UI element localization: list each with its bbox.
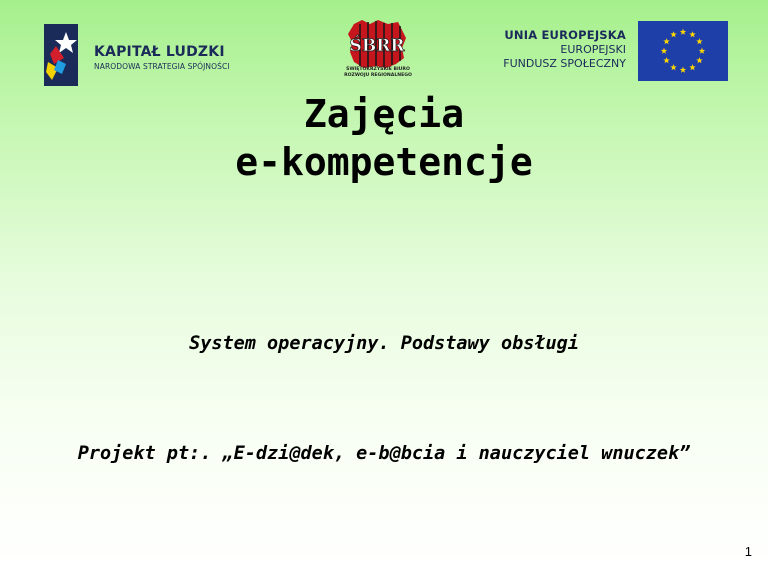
kapital-ludzki-subtitle: NARODOWA STRATEGIA SPÓJNOŚCI: [94, 62, 230, 71]
sbrr-logo-name: ŚBRR: [349, 36, 405, 56]
sbrr-caption: [340, 67, 416, 79]
kapital-ludzki-text: [94, 44, 230, 71]
slide-header: [0, 0, 768, 90]
project-title: Projekt pt:. „E-dzi@dek, e-b@bcia i nauczyciel wnuczek”: [77, 443, 691, 464]
eu-text: [503, 28, 626, 70]
eu-flag-icon: [638, 21, 728, 81]
eu-line1: EUROPEJSKI: [560, 43, 626, 56]
page-number: 1: [744, 544, 752, 559]
slide-title-line1: Zajęcia: [303, 92, 465, 136]
sbrr-caption-line1: ŚWIĘTOKRZYSKIE BIURO: [346, 67, 410, 72]
slide-title-line2: e-kompetencje: [235, 140, 533, 184]
kapital-ludzki-title: KAPITAŁ LUDZKI: [94, 44, 225, 60]
kapital-ludzki-logo-icon: [44, 24, 78, 86]
slide-title: [0, 90, 768, 186]
eu-title: UNIA EUROPEJSKA: [504, 28, 626, 42]
sbrr-caption-line2: ROZWOJU REGIONALNEGO: [344, 73, 412, 78]
slide-subtitle: System operacyjny. Podstawy obsługi: [189, 333, 579, 354]
eu-line2: FUNDUSZ SPOŁECZNY: [503, 57, 626, 70]
